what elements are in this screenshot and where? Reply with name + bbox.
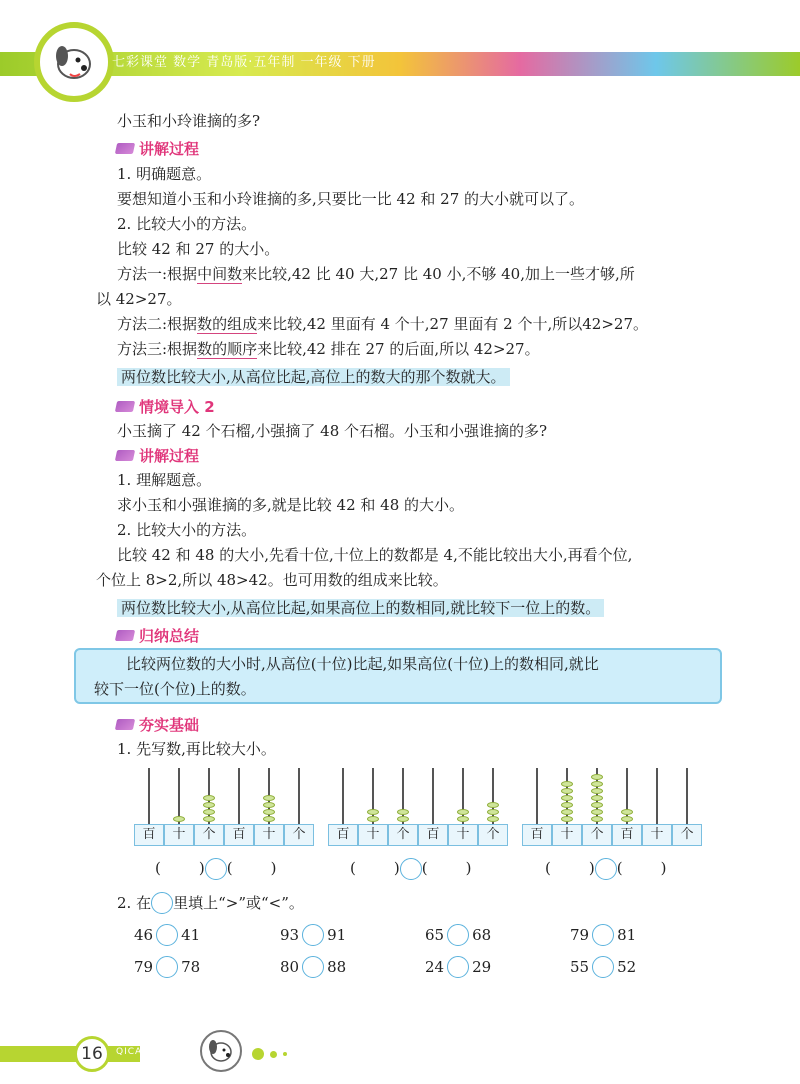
method2-line xyxy=(117,313,648,335)
footer-dots xyxy=(252,1048,287,1060)
compare-left: 79 xyxy=(134,958,154,976)
compare-right: 91 xyxy=(327,926,347,944)
abacus-bead xyxy=(591,795,603,801)
explain2-line2: 求小玉和小强谁摘的多,就是比较 42 和 48 的大小。 xyxy=(117,496,465,514)
abacus-rod xyxy=(148,768,150,824)
compare-item-7 xyxy=(425,956,491,978)
section-explain-2 xyxy=(116,445,199,466)
method3-key: 数的顺序 xyxy=(197,340,258,358)
compare-circle[interactable] xyxy=(302,924,324,946)
abacus-rod xyxy=(342,768,344,824)
explain1-line1: 1. 明确题意。 xyxy=(117,165,212,183)
place-label-ones: 个 xyxy=(194,824,224,846)
place-label-ones: 个 xyxy=(478,824,508,846)
abacus-bead xyxy=(203,816,215,822)
method1-rest: 来比较,42 比 40 大,27 比 40 小,不够 40,加上一些才够,所 xyxy=(242,265,635,283)
section-title-text: 情境导入 2 xyxy=(139,398,215,416)
abacus-bead xyxy=(561,781,573,787)
footer-brand: QICAI KETANG xyxy=(116,1047,192,1057)
abacus-bead xyxy=(591,788,603,794)
paren-right: ) xyxy=(660,859,667,877)
abacus-bead xyxy=(263,795,275,801)
section-title-text: 讲解过程 xyxy=(139,140,200,158)
abacus-bead xyxy=(367,809,379,815)
abacus-bead xyxy=(591,802,603,808)
place-value-row xyxy=(224,824,314,846)
question-intro: 小玉和小玲谁摘的多? xyxy=(117,112,261,130)
paren-left: ( xyxy=(616,859,623,877)
compare-circle[interactable] xyxy=(205,858,227,880)
abacus-pair-1 xyxy=(134,768,314,848)
section-title-text: 讲解过程 xyxy=(139,447,200,465)
abacus-bead xyxy=(263,809,275,815)
book-icon xyxy=(115,401,135,412)
place-label-hundreds: 百 xyxy=(612,824,642,846)
abacus-bead xyxy=(173,816,185,822)
compare-item-6 xyxy=(280,956,346,978)
page-number: 16 xyxy=(74,1036,110,1072)
paren-left: ( xyxy=(226,859,233,877)
compare-item-2 xyxy=(280,924,346,946)
compare-left: 24 xyxy=(425,958,445,976)
abacus-bead xyxy=(621,816,633,822)
explain2-line3: 2. 比较大小的方法。 xyxy=(117,521,257,539)
method1-cont: 以 42>27。 xyxy=(96,290,182,308)
compare-circle[interactable] xyxy=(302,956,324,978)
place-value-row xyxy=(328,824,418,846)
method2-rest: 来比较,42 里面有 4 个十,27 里面有 2 个十,所以42>27。 xyxy=(257,315,648,333)
paren-right: ) xyxy=(393,859,400,877)
abacus-bead xyxy=(561,816,573,822)
paren-right: ) xyxy=(465,859,472,877)
dot-icon xyxy=(283,1052,287,1056)
abacus-bead xyxy=(397,816,409,822)
q2-suffix: 里填上“>”或“<”。 xyxy=(173,894,304,912)
method3-prefix: 方法三:根据 xyxy=(117,340,198,358)
method1-line xyxy=(117,263,635,285)
book-icon xyxy=(115,719,135,730)
place-value-row xyxy=(418,824,508,846)
abacus-bead xyxy=(621,809,633,815)
compare-circle[interactable] xyxy=(156,956,178,978)
abacus-bead xyxy=(561,809,573,815)
compare-circle[interactable] xyxy=(156,924,178,946)
dot-icon xyxy=(252,1048,264,1060)
abacus-bead xyxy=(487,809,499,815)
explain1-line4: 比较 42 和 27 的大小。 xyxy=(117,240,280,258)
abacus-bead xyxy=(203,809,215,815)
compare-left: 55 xyxy=(570,958,590,976)
abacus-bead xyxy=(203,795,215,801)
method2-prefix: 方法二:根据 xyxy=(117,315,198,333)
explain1-line2: 要想知道小玉和小玲谁摘的多,只要比一比 42 和 27 的大小就可以了。 xyxy=(117,190,585,208)
answer-row-2 xyxy=(350,858,471,880)
abacus-bead xyxy=(561,795,573,801)
compare-circle[interactable] xyxy=(447,956,469,978)
place-label-tens: 十 xyxy=(448,824,478,846)
compare-circle[interactable] xyxy=(592,924,614,946)
answer-row-3 xyxy=(545,858,666,880)
abacus-rod xyxy=(432,768,434,824)
method1-key: 中间数 xyxy=(197,265,243,283)
paren-left: ( xyxy=(545,859,551,877)
place-label-hundreds: 百 xyxy=(224,824,254,846)
place-value-row xyxy=(522,824,612,846)
scenario2-text: 小玉摘了 42 个石榴,小强摘了 48 个石榴。小玉和小强谁摘的多? xyxy=(117,422,548,440)
abacus-bead xyxy=(457,809,469,815)
place-label-ones: 个 xyxy=(582,824,612,846)
abacus-rod xyxy=(686,768,688,824)
summary-box xyxy=(74,648,722,704)
abacus-bead xyxy=(591,809,603,815)
compare-left: 65 xyxy=(425,926,445,944)
dot-icon xyxy=(270,1051,277,1058)
explain1-note-text: 两位数比较大小,从高位比起,高位上的数大的那个数就大。 xyxy=(117,368,510,386)
answer-row-1 xyxy=(155,858,276,880)
abacus-rod xyxy=(536,768,538,824)
paren-right: ) xyxy=(270,859,277,877)
abacus-bead xyxy=(203,802,215,808)
compare-circle[interactable] xyxy=(447,924,469,946)
paren-right: ) xyxy=(588,859,595,877)
method1-prefix: 方法一:根据 xyxy=(117,265,198,283)
compare-left: 46 xyxy=(134,926,154,944)
place-label-ones: 个 xyxy=(672,824,702,846)
paren-left: ( xyxy=(155,859,161,877)
compare-circle[interactable] xyxy=(400,858,422,880)
compare-right: 52 xyxy=(617,958,637,976)
abacus-rod xyxy=(656,768,658,824)
abacus-bead xyxy=(367,816,379,822)
place-label-hundreds: 百 xyxy=(522,824,552,846)
explain1-note xyxy=(117,366,510,388)
place-value-row xyxy=(134,824,224,846)
place-value-row xyxy=(612,824,702,846)
abacus-rod xyxy=(238,768,240,824)
abacus-bead xyxy=(263,802,275,808)
header-title: 七彩课堂 数学 青岛版·五年制 一年级 下册 xyxy=(112,55,376,70)
explain2-line5: 个位上 8>2,所以 48>42。也可用数的组成来比较。 xyxy=(96,571,448,589)
paren-left: ( xyxy=(421,859,428,877)
compare-item-1 xyxy=(134,924,200,946)
paren-right: ) xyxy=(198,859,205,877)
place-label-hundreds: 百 xyxy=(418,824,448,846)
compare-left: 79 xyxy=(570,926,590,944)
method3-line xyxy=(117,338,540,360)
compare-left: 80 xyxy=(280,958,300,976)
section-title-text: 归纳总结 xyxy=(139,627,200,645)
method3-rest: 来比较,42 排在 27 的后面,所以 42>27。 xyxy=(257,340,540,358)
section-practice xyxy=(116,714,199,735)
book-icon xyxy=(115,450,135,461)
explain2-line1: 1. 理解题意。 xyxy=(117,471,212,489)
abacus-pair-3 xyxy=(522,768,702,848)
explain2-line4: 比较 42 和 48 的大小,先看十位,十位上的数都是 4,不能比较出大小,再看个位, xyxy=(117,546,633,564)
section-summary xyxy=(116,625,199,646)
compare-right: 81 xyxy=(617,926,637,944)
compare-right: 68 xyxy=(472,926,492,944)
mascot-dog-icon xyxy=(34,22,114,102)
compare-item-5 xyxy=(134,956,200,978)
place-label-ones: 个 xyxy=(388,824,418,846)
compare-left: 93 xyxy=(280,926,300,944)
place-label-tens: 十 xyxy=(552,824,582,846)
practice-q1: 1. 先写数,再比较大小。 xyxy=(117,740,276,758)
compare-item-4 xyxy=(570,924,636,946)
abacus-bead xyxy=(591,816,603,822)
place-label-tens: 十 xyxy=(254,824,284,846)
footer-mascot-dog-icon xyxy=(200,1030,242,1072)
abacus-rod xyxy=(298,768,300,824)
abacus-pair-2 xyxy=(328,768,508,848)
explain2-note-text: 两位数比较大小,从高位比起,如果高位上的数相同,就比较下一位上的数。 xyxy=(117,599,604,617)
practice-q2 xyxy=(117,892,304,914)
place-label-tens: 十 xyxy=(358,824,388,846)
summary-line2: 较下一位(个位)上的数。 xyxy=(94,680,256,698)
book-icon xyxy=(115,143,135,154)
abacus-bead xyxy=(591,774,603,780)
section-explain-1 xyxy=(116,138,199,159)
place-label-hundreds: 百 xyxy=(328,824,358,846)
abacus-bead xyxy=(457,816,469,822)
compare-item-3 xyxy=(425,924,491,946)
compare-right: 29 xyxy=(472,958,492,976)
abacus-bead xyxy=(487,802,499,808)
abacus-bead xyxy=(561,788,573,794)
compare-item-8 xyxy=(570,956,636,978)
q2-prefix: 2. 在 xyxy=(117,894,152,912)
abacus-bead xyxy=(561,802,573,808)
abacus-bead xyxy=(263,816,275,822)
compare-right: 88 xyxy=(327,958,347,976)
explain2-note xyxy=(117,597,604,619)
method2-key: 数的组成 xyxy=(197,315,258,333)
abacus-bead xyxy=(487,816,499,822)
section-title-text: 夯实基础 xyxy=(139,716,200,734)
book-icon xyxy=(115,630,135,641)
place-label-tens: 十 xyxy=(164,824,194,846)
example-circle xyxy=(151,892,173,914)
place-label-hundreds: 百 xyxy=(134,824,164,846)
compare-right: 78 xyxy=(181,958,201,976)
explain1-line3: 2. 比较大小的方法。 xyxy=(117,215,257,233)
abacus-bead xyxy=(397,809,409,815)
section-scenario-2 xyxy=(116,396,215,417)
paren-left: ( xyxy=(350,859,356,877)
compare-right: 41 xyxy=(181,926,201,944)
compare-circle[interactable] xyxy=(592,956,614,978)
abacus-bead xyxy=(591,781,603,787)
place-label-tens: 十 xyxy=(642,824,672,846)
place-label-ones: 个 xyxy=(284,824,314,846)
summary-line1: 比较两位数的大小时,从高位(十位)比起,如果高位(十位)上的数相同,就比 xyxy=(126,655,599,673)
compare-circle[interactable] xyxy=(595,858,617,880)
